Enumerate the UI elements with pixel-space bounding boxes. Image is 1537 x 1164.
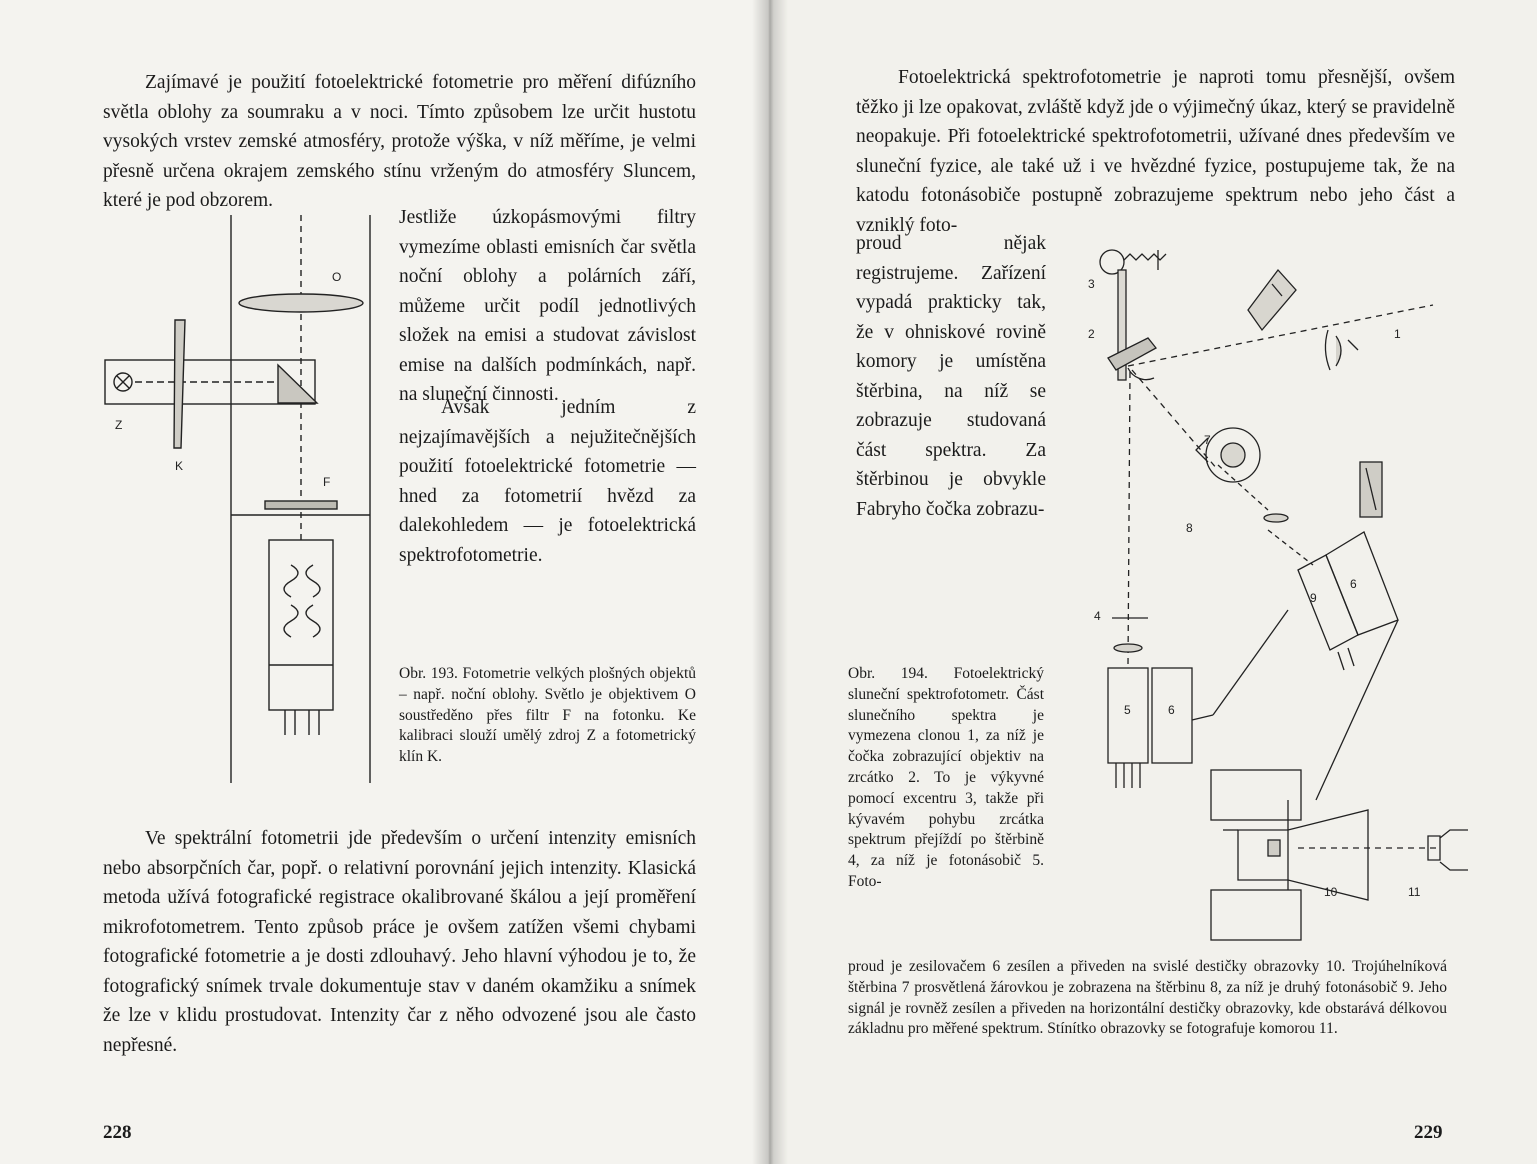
label-11: 11 [1408, 885, 1421, 899]
paragraph-filters: Jestliže úzkopásmovými filtry vymezíme oblasti emisních čar světla noční oblohy a polárních září, můžeme určit podíl jednotlivých složek na emisi a studovat závislost emise na dalších podmínkách, např. na sluneční činnosti. [399, 207, 696, 405]
photometric-wedge [174, 320, 185, 448]
camera-11 [1428, 830, 1468, 870]
book-spine [752, 0, 788, 1164]
label-source: Z [115, 418, 123, 432]
page-number-left: 228 [103, 1122, 132, 1143]
label-2: 2 [1088, 327, 1095, 341]
objective-lens [239, 294, 363, 312]
figure-193 [95, 205, 395, 795]
label-7: 7 [1204, 433, 1211, 447]
right-page [768, 0, 1537, 1164]
label-3: 3 [1088, 277, 1095, 291]
left-page [0, 0, 768, 1164]
label-9: 9 [1310, 591, 1317, 605]
paragraph-top: Fotoelektrická spektrofotometrie je naproti tomu přesnější, ovšem těžko ji lze opakovat, zvláště když jde o výjimečný úkaz, který se pravidelně neopakuje. Při fotoelektrické spektrofotometrii, užívané dnes především ve sluneční fyzice, ale také už i ve hvězdné fyzice, postupujeme tak, že na katodu fotonásobiče postupně zobrazujeme spektrum nebo jeho část a vzniklý foto- [856, 67, 1455, 236]
label-8: 8 [1186, 521, 1193, 535]
label-objective: O [332, 270, 342, 284]
page-number-right: 229 [1414, 1122, 1443, 1143]
label-6: 6 [1168, 703, 1175, 717]
figure-194-caption-column: Obr. 194. Fotoelektrický sluneční spektrofotometr. Část slunečního spektra je vymezena clonou 1, za níž je čočka zobrazující objektiv na zrcátko 2. To je výkyvné pomocí excentru 3, takže při kývavém pohybu zrcátka spektrum přejíždí po štěrbině 4, za níž je fotonásobič 5. Foto- [848, 665, 1044, 890]
figure-194 [1068, 240, 1468, 960]
paragraph-spectro: Avšak jedním z nejzajímavějších a nejužitečnějších použití fotoelektrické fotometrie — hned za fotometrií hvězd za dalekohledem — je fotoelektrická spektrofotometrie. [399, 397, 696, 566]
paragraph-column: proud nějak registrujeme. Zařízení vypadá prakticky tak, že v ohniskové rovině komory je umístěna štěrbina, na níž se zobrazuje studovaná část spektra. Za štěrbinou je obvykle Fabryho čočka zobrazu- [856, 233, 1046, 520]
label-wedge: K [175, 459, 184, 473]
label-1: 1 [1394, 327, 1401, 341]
label-10: 10 [1324, 885, 1338, 899]
photocell [269, 540, 333, 710]
label-filter: F [323, 475, 331, 489]
paragraph-spectral: Ve spektrální fotometrii jde především o určení intenzity emisních nebo absorpčních čar, popř. o relativní porovnání jejich intenzity. Klasická metoda užívá fotografické registrace okalibrované škálou a její proměření mikrofotometrem. Tento způsob práce je ovšem zatížen všemi chybami fotografické fotometrie a je dosti zdlouhavý. Jeho hlavní výhodou je to, že fotografický snímek trvale dokumentuje stav v daném okamžiku a snímek že lze v klidu prostudovat. Intenzity čar z něho odvozené jsou ale často nepřesné. [103, 828, 696, 1056]
crt-10 [1238, 810, 1368, 900]
label-6b: 6 [1350, 577, 1357, 591]
label-4: 4 [1094, 609, 1101, 623]
filter-f [265, 501, 337, 509]
paragraph-intro: Zajímavé je použití fotoelektrické fotometrie pro měření difúzního světla oblohy za soumraku a v noci. Tímto způsobem lze určit hustotu vysokých vrstev zemské atmosféry, protože výška, v níž měříme, je velmi přesně určena okrajem zemského stínu vrženým do atmosféry Sluncem, které je pod obzorem. [103, 72, 696, 211]
figure-194-caption-full: proud je zesilovačem 6 zesílen a přiveden na svislé destičky obrazovky 10. Trojúhelníková štěrbina 7 prosvětlená žárovkou je zobrazena na štěrbinu 8, za níž je druhý fotonásobič 9. Jeho signál je rovněž zesílen a přiveden na horizontální destičky obrazovky, kde obstarává délkovou základnu pro měřené spektrum. Stínítko obrazovky se fotografuje komorou 11. [848, 958, 1447, 1038]
photomultiplier-9 [1298, 555, 1358, 650]
label-5: 5 [1124, 703, 1131, 717]
figure-193-caption: Obr. 193. Fotometrie velkých plošných objektů – např. noční oblohy. Světlo je objektivem O soustředěno přes filtr F na fotonku. Ke kalibraci slouží umělý zdroj Z a fotometrický klín K. [399, 665, 696, 766]
